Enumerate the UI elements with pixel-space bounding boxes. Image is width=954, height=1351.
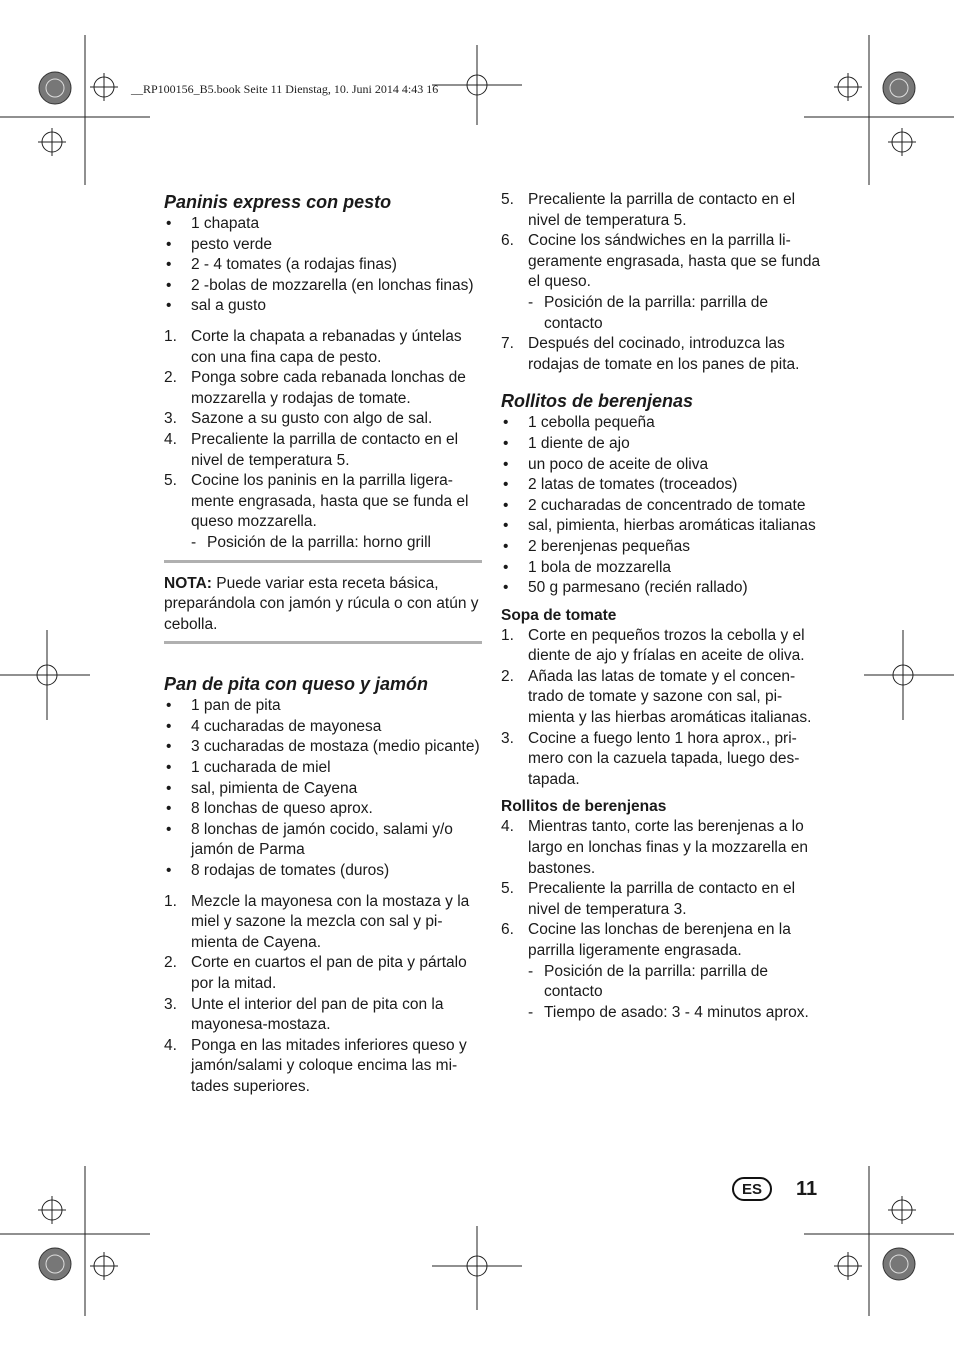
sub-item: - Posición de la parrilla: horno grill bbox=[191, 533, 432, 551]
step-item: 5. Precaliente la parrilla de contacto en el nivel de temperatura 3. bbox=[501, 880, 796, 918]
step-item: 2. Añada las latas de tomate y el concentrado de tomate y sazone con sal, pimienta y las hierbas aromáticas italianas. bbox=[501, 667, 812, 727]
ingredient-item: • 2 - 4 tomates (a rodajas finas) bbox=[164, 255, 482, 276]
recipe-title-rollitos: Rollitos de berenjenas bbox=[501, 391, 694, 412]
left-column bbox=[164, 190, 482, 1098]
ingredient-item: • 1 chapata bbox=[164, 214, 482, 235]
ingredients-rollitos bbox=[501, 413, 821, 598]
step-item: 1. Corte la chapata a rebanadas y úntelas con una fina capa de pesto. bbox=[164, 327, 462, 366]
ingredient-item: • 1 cucharada de miel bbox=[164, 758, 482, 779]
step-item: 2. Ponga sobre cada rebanada lonchas de mozzarella y rodajas de tomate. bbox=[164, 369, 466, 407]
step-item: 5. Cocine los paninis en la parrilla ligeramente engrasada, hasta que se funda el queso mozzarella. - Posición de la parrilla: horno grill bbox=[164, 471, 482, 553]
steps-pita-continued bbox=[501, 190, 821, 375]
step-item: 4. Precaliente la parrilla de contacto en el nivel de temperatura 5. bbox=[164, 430, 459, 469]
ingredient-item: • 1 diente de ajo bbox=[501, 434, 821, 455]
steps-pita bbox=[164, 892, 482, 1098]
ingredient-item: • sal, pimienta de Cayena bbox=[164, 779, 482, 800]
sub-item: - Posición de la parrilla: parrilla de contacto bbox=[528, 293, 769, 332]
ingredient-item: • sal a gusto bbox=[164, 296, 482, 317]
steps-sopa bbox=[501, 626, 821, 791]
ingredient-item: • 2 latas de tomates (troceados) bbox=[501, 475, 821, 496]
ingredient-item: • un poco de aceite de oliva bbox=[501, 455, 821, 476]
step-item: 4. Mientras tanto, corte las berenjenas a lo largo en lonchas finas y la mozzarella en bastones. bbox=[501, 818, 809, 877]
recipe-title-pita: Pan de pita con queso y jamón bbox=[164, 674, 429, 695]
ingredient-item: • sal, pimienta, hierbas aromáticas italianas bbox=[501, 516, 821, 537]
ingredient-item: • 2 berenjenas pequeñas bbox=[501, 537, 821, 558]
step-item: 3. Unte el interior del pan de pita con la mayonesa-mostaza. bbox=[164, 995, 444, 1034]
subtitle-rollitos: Rollitos de berenjenas bbox=[501, 798, 667, 816]
print-slug: __RP100156_B5.book Seite 11 Dienstag, 10. Juni 2014 4:43 16 bbox=[131, 82, 439, 96]
step-item: 1. Corte en pequeños trozos la cebolla y el diente de ajo y fríalas en aceite de oliva. bbox=[501, 626, 805, 665]
ingredient-item: • 50 g parmesano (recién rallado) bbox=[501, 578, 821, 599]
step-item: 5. Precaliente la parrilla de contacto en el nivel de temperatura 5. bbox=[501, 191, 796, 229]
ingredient-item: • 2 cucharadas de concentrado de tomate bbox=[501, 496, 821, 517]
ingredient-item: • 1 bola de mozzarella bbox=[501, 558, 821, 579]
sub-item: - Posición de la parrilla: parrilla de contacto bbox=[528, 962, 769, 1001]
step-item: 3. Sazone a su gusto con algo de sal. bbox=[164, 410, 433, 428]
steps-paninis bbox=[164, 327, 482, 554]
note-box: NOTA: Puede variar esta receta básica, preparándola con jamón y rúcula o con atún y cebolla. bbox=[164, 574, 479, 633]
ingredients-paninis bbox=[164, 214, 482, 317]
right-column bbox=[501, 190, 821, 1023]
step-item: 3. Cocine a fuego lento 1 hora aprox., primero con la cazuela tapada, luego destapada. bbox=[501, 729, 800, 788]
ingredients-pita bbox=[164, 696, 482, 881]
ingredient-item: • pesto verde bbox=[164, 235, 482, 256]
ingredient-item: • 8 lonchas de queso aprox. bbox=[164, 799, 482, 820]
step-item: 2. Corte en cuartos el pan de pita y pártalo por la mitad. bbox=[164, 954, 467, 992]
step-item: 1. Mezcle la mayonesa con la mostaza y la miel y sazone la mezcla con sal y pimienta de Cayena. bbox=[164, 892, 470, 951]
page-footer bbox=[732, 1177, 817, 1201]
recipe-title-paninis: Paninis express con pesto bbox=[164, 192, 392, 212]
ingredient-item: • 3 cucharadas de mostaza (medio picante) bbox=[164, 737, 482, 758]
ingredient-item: • 8 rodajas de tomates (duros) bbox=[164, 861, 482, 882]
step-item: 4. Ponga en las mitades inferiores queso y jamón/salami y coloque encima las mitades superiores. bbox=[164, 1036, 467, 1095]
sub-item: - Tiempo de asado: 3 - 4 minutos aprox. bbox=[528, 1003, 809, 1021]
ingredient-item: • 8 lonchas de jamón cocido, salami y/o jamón de Parma bbox=[164, 820, 482, 861]
language-badge: ES bbox=[732, 1177, 772, 1201]
ingredient-item: • 1 pan de pita bbox=[164, 696, 482, 717]
ingredient-item: • 1 cebolla pequeña bbox=[501, 413, 821, 434]
step-item: 6. Cocine los sándwiches en la parrilla ligeramente engrasada, hasta que se funda el queso. - Posición de la parrilla: parrilla de contacto bbox=[501, 231, 821, 334]
steps-rollitos bbox=[501, 817, 821, 1023]
ingredient-item: • 2 -bolas de mozzarella (en lonchas finas) bbox=[164, 276, 482, 297]
ingredient-item: • 4 cucharadas de mayonesa bbox=[164, 717, 482, 738]
step-item: 6. Cocine las lonchas de berenjena en la parrilla ligeramente engrasada. - Posición de la parrilla: parrilla de contacto - Tiempo de asado: 3 - 4 minutos aprox. bbox=[501, 920, 821, 1023]
subtitle-sopa: Sopa de tomate bbox=[501, 606, 617, 624]
step-item: 7. Después del cocinado, introduzca las rodajas de tomate en los panes de pita. bbox=[501, 335, 800, 373]
page-number: 11 bbox=[796, 1177, 818, 1200]
